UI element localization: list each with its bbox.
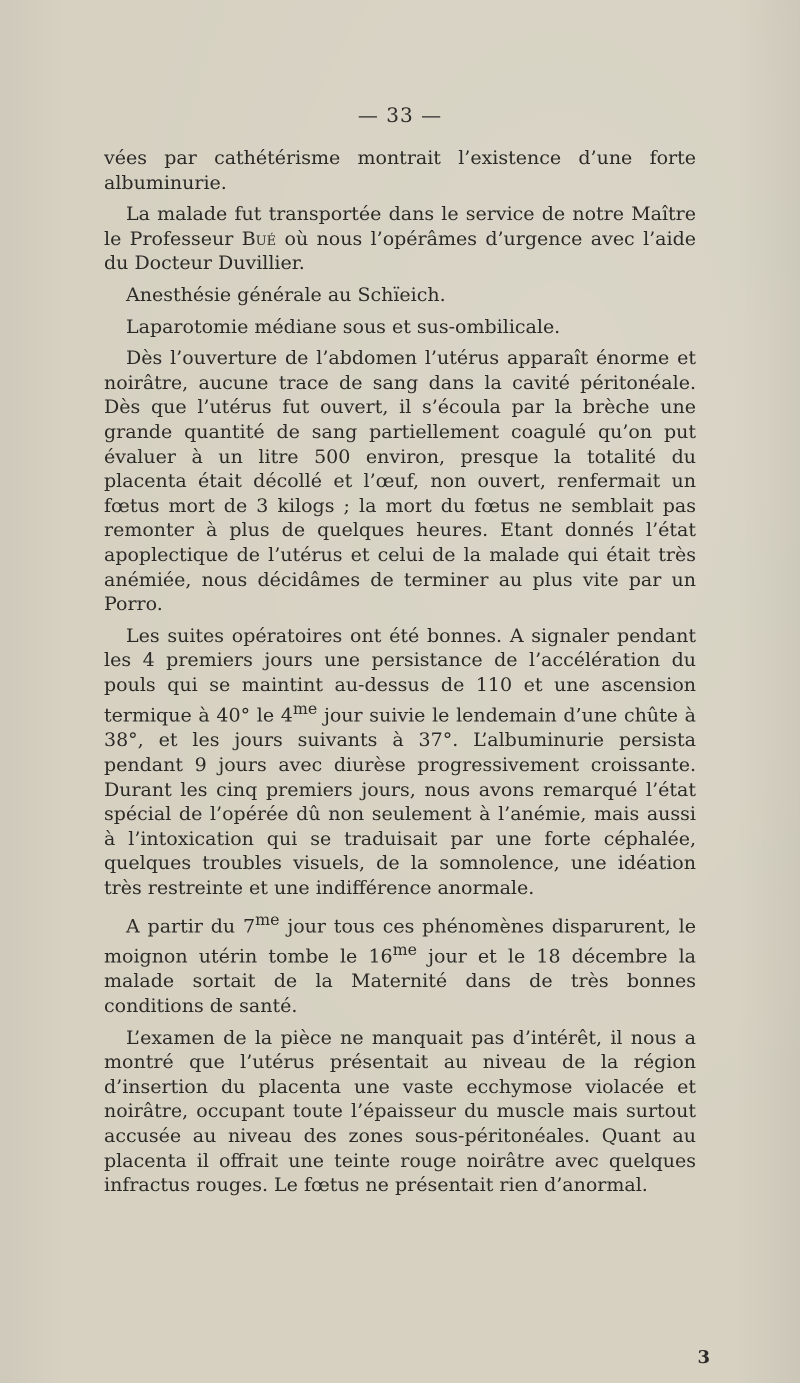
paragraph-postop-end: jour suivie le lendemain d’une chûte à 38°, et les jours suivants à 37°. L’albuminurie persista pendant 9 jours avec diurèse progressivement croissante. Durant les cinq premiers jours, nous avons remarqué l’état spécial de l’opérée dû non seulement à l’anémie, mais aussi à l’intoxication qui se traduisait par une forte céphalée, quelques troubles visuels, de la somnolence, une idéation très restreinte et une indifférence anormale. [104,704,696,899]
ordinal-fourth-suffix: me [292,699,318,719]
paragraph-transport [104,202,696,276]
paragraph-recovery-start: A partir du [126,914,236,937]
ordinal-fourth: 4 [280,704,293,727]
paragraph-recovery [104,908,696,1019]
paragraph-recovery-end: jour et le 18 décembre la malade sortait de la Maternité dans de très bonnes conditions de santé. [104,945,696,1017]
ordinal-sixteenth: 16 [368,945,393,968]
professor-name: Bué [241,227,277,250]
paragraph-postop [104,624,696,901]
paragraph-examination: L’examen de la pièce ne manquait pas d’intérêt, il nous a montré que l’utérus présentait au niveau de la région d’insertion du placenta une vaste ecchymose violacée et noirâtre, occupant toute l’épaisseur du muscle mais surtout accusée au niveau des zones sous-péritonéales. Quant au placenta il offrait une teinte rouge noirâtre avec quelques infractus rouges. Le fœtus ne présentait rien d’anormal. [104,1026,696,1197]
paragraph-continuation: vées par cathétérisme montrait l’existence d’une forte albuminurie. [104,147,696,194]
ordinal-seventh: 7 [243,914,256,937]
paragraph-transport-start: La malade fut transportée dans le service de notre [126,203,624,226]
paragraph-transport-end: où nous l’opérâmes d’urgence avec l’aide du Docteur Duvillier. [104,227,696,275]
ordinal-sixteenth-suffix: me [392,940,418,960]
signature-mark: 3 [697,1347,710,1368]
paragraph-anesthesia: Anesthésie générale au Schïeich. [126,283,446,306]
paragraph-recovery-mid: jour tous ces phénomènes disparurent, le moignon utérin tombe le [104,914,697,968]
ordinal-seventh-suffix: me [255,909,280,929]
paragraph-operation: Dès l’ouverture de l’abdomen l’utérus apparaît énorme et noirâtre, aucune trace de sang dans la cavité péritonéale. Dès que l’utérus fut ouvert, il s’écoula par la brèche une grande quantité de sang partiellement coagulé qu’on put évaluer à un litre 500 environ, presque la totalité du placenta était décollé et l’œuf, non ouvert, renfermait un fœtus mort de 3 kilogs ; la mort du fœtus ne semblait pas remonter à plus de quelques heures. Etant donnés l’état apoplectique de l’utérus et celui de la malade qui était très anémiée, nous décidâmes de terminer au plus vite par un Porro. [104,347,696,616]
paragraph-transport-mid: Maître le Professeur [104,203,697,250]
body-text [104,146,696,1205]
page-number-header: — 33 — [357,103,443,127]
paragraph-postop-start: Les suites opératoires ont été bonnes. A signaler pendant les 4 premiers jours une persistance de l’accélération du pouls qui se maintint au-dessus de 110 et une ascension termique à 40° le [104,624,696,727]
paragraph-laparotomy: Laparotomie médiane sous et sus-ombilicale. [126,315,561,338]
